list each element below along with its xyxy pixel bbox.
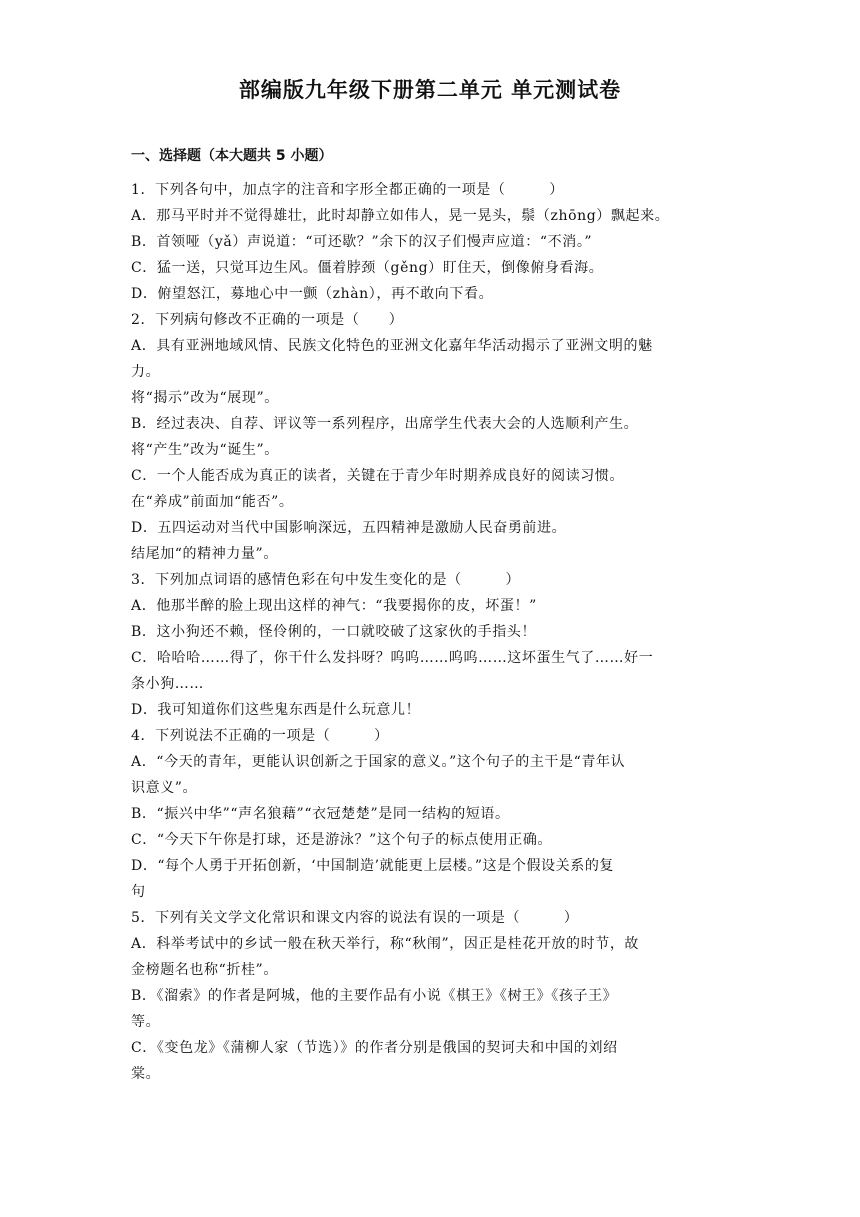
option-line: A．具有亚洲地域风情、民族文化特色的亚洲文化嘉年华活动揭示了亚洲文明的魅 bbox=[131, 338, 653, 354]
option-line: D．俯望怒江，募地心中一颤（zhàn），再不敢向下看。 bbox=[131, 286, 494, 302]
option-line: C．一个人能否成为真正的读者，关键在于青少年时期养成良好的阅读习惯。 bbox=[131, 468, 625, 484]
option-line: 结尾加“的精神力量”。 bbox=[131, 546, 278, 562]
option-line: C．猛一送，只觉耳边生风。僵着脖颈（gěng）盯住天，倒像俯身看海。 bbox=[131, 260, 604, 276]
option-line: B．《溜索》的作者是阿城，他的主要作品有小说《棋王》《树王》《孩子王》 bbox=[131, 988, 618, 1004]
option-line: C．哈哈哈……得了，你干什么发抖呀？呜呜……呜呜……这坏蛋生气了……好一 bbox=[131, 650, 654, 666]
question-line: 3．下列加点词语的感情色彩在句中发生变化的是（ ） bbox=[131, 572, 521, 588]
question-line: 4．下列说法不正确的一项是（ ） bbox=[131, 728, 389, 744]
option-line: A．“今天的青年，更能认识创新之于国家的意义。”这个句子的主干是“青年认 bbox=[131, 754, 626, 770]
option-line: 棠。 bbox=[131, 1066, 161, 1082]
option-line: 等。 bbox=[131, 1014, 161, 1030]
option-line: 在“养成”前面加“能否”。 bbox=[131, 494, 294, 510]
option-line: B．“振兴中华”“声名狼藉”“衣冠楚楚”是同一结构的短语。 bbox=[131, 806, 510, 822]
option-line: C．《变色龙》《蒲柳人家（节选）》的作者分别是俄国的契诃夫和中国的刘绍 bbox=[131, 1040, 618, 1056]
option-line: A．那马平时并不觉得雄壮，此时却静立如伟人，晃一晃头，鬃（zhōng）飘起来。 bbox=[131, 208, 670, 224]
option-line: D．五四运动对当代中国影响深远，五四精神是激励人民奋勇前进。 bbox=[131, 520, 567, 536]
page-title: 部编版九年级下册第二单元 单元测试卷 bbox=[238, 78, 622, 102]
question-line: 2．下列病句修改不正确的一项是（ ） bbox=[131, 312, 404, 328]
section-heading: 一、选择题（本大题共 5 小题） bbox=[131, 148, 333, 164]
option-line: D．我可知道你们这些鬼东西是什么玩意儿！ bbox=[131, 702, 421, 718]
option-line: A．他那半醉的脸上现出这样的神气：“我要揭你的皮，坏蛋！” bbox=[131, 598, 537, 614]
question-line: 5．下列有关文学文化常识和课文内容的说法有误的一项是（ ） bbox=[131, 910, 579, 926]
option-line: D．“每个人勇于开拓创新，‘中国制造’就能更上层楼。”这是个假设关系的复 bbox=[131, 858, 615, 874]
option-line: B．首领哑（yǎ）声说道：“可还歇？”余下的汉子们慢声应道：“不消。” bbox=[131, 234, 593, 250]
question-body bbox=[131, 177, 731, 1087]
option-line: A．科举考试中的乡试一般在秋天举行，称“秋闱”，因正是桂花开放的时节，故 bbox=[131, 936, 640, 952]
option-line: 识意义”。 bbox=[131, 780, 198, 796]
option-line: 将“揭示”改为“展现”。 bbox=[131, 390, 279, 406]
option-line: C．“今天下午你是打球，还是游泳？”这个句子的标点使用正确。 bbox=[131, 832, 553, 848]
option-line: B．经过表决、自荐、评议等一系列程序，出席学生代表大会的人选顺利产生。 bbox=[131, 416, 639, 432]
option-line: 金榜题名也称“折桂”。 bbox=[131, 962, 278, 978]
option-line: 力。 bbox=[131, 364, 161, 380]
question-line: 1．下列各句中，加点字的注音和字形全都正确的一项是（ ） bbox=[131, 182, 564, 198]
option-line: 条小狗…… bbox=[131, 676, 204, 692]
option-line: B．这小狗还不赖，怪伶俐的，一口就咬破了这家伙的手指头！ bbox=[131, 624, 537, 640]
option-line: 句 bbox=[131, 884, 146, 900]
option-line: 将“产生”改为“诞生”。 bbox=[131, 442, 279, 458]
